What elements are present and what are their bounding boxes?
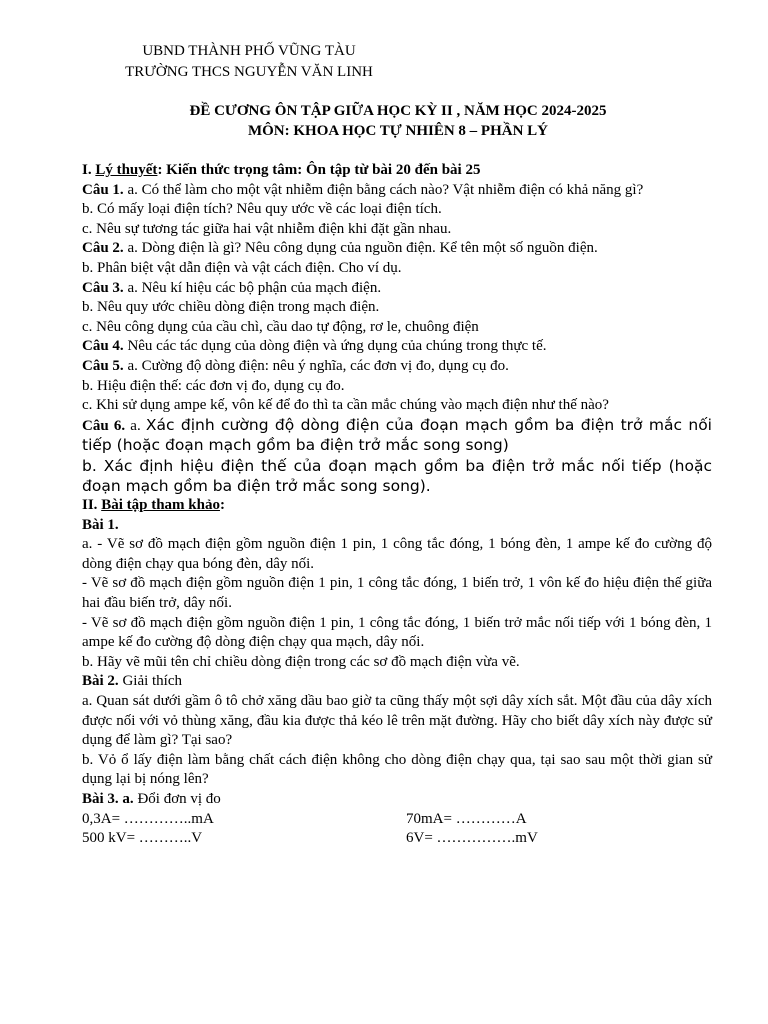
- section-number: I.: [82, 162, 96, 178]
- question-3c: c. Nêu công dụng của cầu chì, cầu dao tự động, rơ le, chuông điện: [82, 318, 479, 335]
- question-text: a. Cường độ dòng điện: nêu ý nghĩa, các đơn vị đo, dụng cụ đo.: [123, 357, 509, 374]
- exercise-1-label: [82, 516, 712, 536]
- exercise-1b: b. Hãy vẽ mũi tên chỉ chiều dòng điện trong các sơ đồ mạch điện vừa vẽ.: [82, 653, 520, 670]
- question-1b: b. Có mấy loại điện tích? Nêu quy ước về các loại điện tích.: [82, 201, 442, 218]
- conversion-row: [82, 810, 712, 830]
- question-1c: c. Nêu sự tương tác giữa hai vật nhiễm điện khi đặt gần nhau.: [82, 220, 452, 237]
- question-text: Nêu các tác dụng của dòng điện và ứng dụng của chúng trong thực tế.: [123, 338, 547, 355]
- question-5b: b. Hiệu điện thế: các đơn vị đo, dụng cụ đo.: [82, 377, 345, 394]
- question-3a: [82, 279, 712, 299]
- exercise-3-heading: [82, 790, 712, 810]
- conversion-item: 6V= …………….mV: [406, 830, 538, 847]
- question-text: a. Có thể làm cho một vật nhiễm điện bằng cách nào? Vật nhiễm điện có khả năng gì?: [123, 181, 644, 198]
- section-name: Lý thuyết: [95, 162, 158, 178]
- conversion-item: 500 kV= ………..V: [82, 830, 203, 847]
- conversion-row: [82, 829, 712, 849]
- doc-title: ĐỀ CƯƠNG ÔN TẬP GIỮA HỌC KỲ II , NĂM HỌC 2024-2025: [189, 103, 607, 119]
- conversion-item: 70mA= …………A: [406, 810, 527, 827]
- exercise-label: Bài 3. a.: [82, 791, 134, 807]
- question-label: Câu 3.: [82, 279, 124, 296]
- section-number: II.: [82, 497, 102, 514]
- question-label: Câu 5.: [82, 357, 124, 374]
- section-theory-heading: [82, 161, 712, 181]
- question-2a: [82, 239, 712, 259]
- question-6b: b. Xác định hiệu điện thế của đoạn mạch gồm ba điện trở mắc nối tiếp (hoặc đoạn mạch gồm ba điện trở mắc song song).: [82, 456, 712, 495]
- exercise-1a-part3: - Vẽ sơ đồ mạch điện gồm nguồn điện 1 pin, 1 công tắc đóng, 1 biến trở mắc nối tiếp với 1 bóng đèn, 1 ampe kế đo cường độ dòng điện chạy qua mạch, dây nối.: [82, 614, 712, 651]
- question-label: Câu 1.: [82, 181, 124, 198]
- question-prefix: a.: [125, 417, 146, 434]
- exercise-2a: a. Quan sát dưới gầm ô tô chở xăng dầu bao giờ ta cũng thấy một sợi dây xích sắt. Một đầu của dây xích được nối với vỏ thùng xăng, đầu kia được thả kéo lê trên mặt đường. Hãy cho biết dây xích này được sử dụng để làm gì? Tại sao?: [82, 693, 712, 749]
- question-5c: c. Khi sử dụng ampe kế, vôn kế để đo thì ta cần mắc chúng vào mạch điện như thế nào?: [82, 397, 609, 414]
- exercise-label: Bài 1.: [82, 516, 119, 533]
- question-text: Xác định cường độ dòng điện của đoạn mạch gồm ba điện trở mắc nối tiếp (hoặc đoạn mạch gồm ba điện trở mắc song song): [82, 415, 712, 455]
- question-1a: [82, 181, 712, 201]
- section-exercises-heading: [82, 496, 712, 516]
- header-district: UBND THÀNH PHỐ VŨNG TÀU: [142, 43, 356, 59]
- exercise-title: Đổi đơn vị đo: [133, 791, 221, 807]
- exercise-2b: b. Vỏ ổ lấy điện làm bằng chất cách điện không cho dòng điện chạy qua, tại sao sau một thời gian sử dụng lại bị nóng lên?: [82, 751, 712, 788]
- section-rest: :: [219, 497, 225, 514]
- header-school: TRƯỜNG THCS NGUYỄN VĂN LINH: [125, 64, 373, 80]
- question-label: Câu 2.: [82, 240, 124, 257]
- question-5a: [82, 357, 712, 377]
- question-text: a. Dòng điện là gì? Nêu công dụng của nguồn điện. Kể tên một số nguồn điện.: [123, 240, 598, 257]
- question-label: Câu 6.: [82, 417, 126, 434]
- exercise-2-heading: [82, 672, 712, 692]
- exercise-title: Giải thích: [118, 673, 183, 690]
- question-label: Câu 4.: [82, 338, 124, 355]
- question-4: [82, 337, 712, 357]
- document-body: [82, 161, 712, 849]
- conversion-item: 0,3A= …………..mA: [82, 810, 214, 827]
- question-text: a. Nêu kí hiệu các bộ phận của mạch điện.: [123, 279, 382, 296]
- exercise-label: Bài 2.: [82, 673, 119, 690]
- doc-subject: MÔN: KHOA HỌC TỰ NHIÊN 8 – PHẦN LÝ: [247, 123, 548, 139]
- section-name: Bài tập tham khảo: [101, 497, 220, 514]
- section-rest: : Kiến thức trọng tâm: Ôn tập từ bài 20 đến bài 25: [157, 162, 481, 178]
- question-3b: b. Nêu quy ước chiều dòng điện trong mạch điện.: [82, 299, 380, 316]
- exercise-1a-part2: - Vẽ sơ đồ mạch điện gồm nguồn điện 1 pin, 1 công tắc đóng, 1 biến trở, 1 vôn kế đo hiệu điện thế giữa hai đầu biến trở, dây nối.: [82, 575, 712, 612]
- question-2b: b. Phân biệt vật dẫn điện và vật cách điện. Cho ví dụ.: [82, 259, 402, 276]
- exercise-1a-part1: a. - Vẽ sơ đồ mạch điện gồm nguồn điện 1 pin, 1 công tắc đóng, 1 bóng đèn, 1 ampe kế đo cường độ dòng điện chạy qua bóng đèn, dây nối.: [82, 536, 712, 572]
- question-6a: [82, 416, 712, 457]
